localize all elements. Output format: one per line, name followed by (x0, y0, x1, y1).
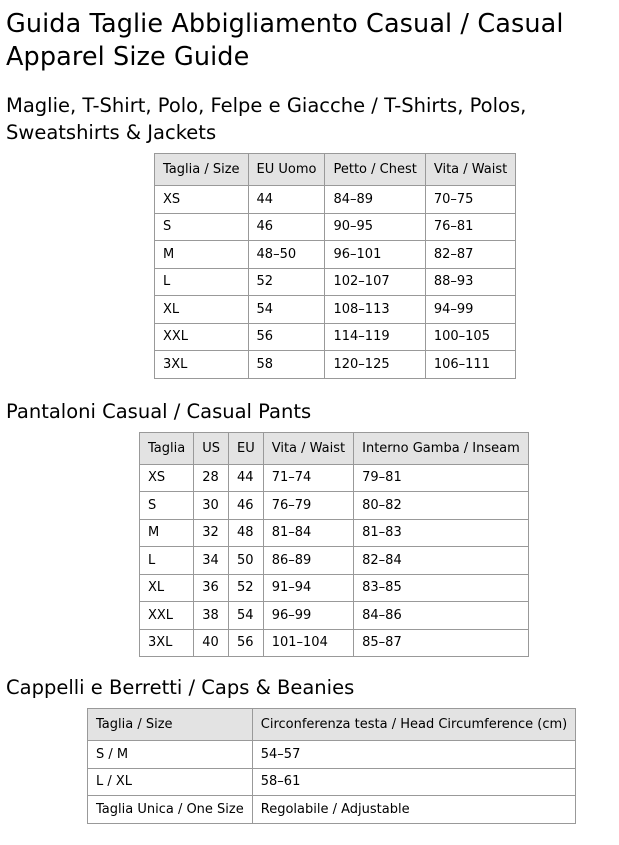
tops-size-table (154, 153, 516, 379)
table-cell: 80–82 (354, 492, 529, 520)
table-row (140, 519, 529, 547)
table-row (155, 241, 516, 269)
column-header: Vita / Waist (425, 154, 515, 186)
table-cell: XXL (155, 323, 249, 351)
table-cell: 82–87 (425, 241, 515, 269)
column-header: Circonferenza testa / Head Circumference (cm) (252, 709, 575, 741)
table-cell: 44 (248, 186, 325, 214)
table-cell: 46 (248, 213, 325, 241)
column-header: Interno Gamba / Inseam (354, 432, 529, 464)
table-cell: 34 (194, 547, 229, 575)
column-header: Taglia / Size (155, 154, 249, 186)
table-row (88, 796, 576, 824)
table-cell: M (155, 241, 249, 269)
table-cell: S (140, 492, 194, 520)
table-row (140, 464, 529, 492)
table-cell: 52 (228, 574, 263, 602)
column-header: Taglia / Size (88, 709, 253, 741)
table-cell: 114–119 (325, 323, 425, 351)
table-cell: 79–81 (354, 464, 529, 492)
table-row (155, 213, 516, 241)
table-cell: 36 (194, 574, 229, 602)
column-header: Petto / Chest (325, 154, 425, 186)
table-cell: 52 (248, 268, 325, 296)
table-cell: L / XL (88, 768, 253, 796)
column-header: EU Uomo (248, 154, 325, 186)
table-cell: 91–94 (263, 574, 353, 602)
column-header: Vita / Waist (263, 432, 353, 464)
section-heading-tops: Maglie, T-Shirt, Polo, Felpe e Giacche / T-Shirts, Polos, Sweatshirts & Jackets (6, 94, 527, 144)
table-cell: 81–84 (263, 519, 353, 547)
table-cell: Taglia Unica / One Size (88, 796, 253, 824)
table-cell: XXL (140, 602, 194, 630)
table-cell: 71–74 (263, 464, 353, 492)
table-row (140, 574, 529, 602)
table-cell: XL (140, 574, 194, 602)
table-cell: 83–85 (354, 574, 529, 602)
table-cell: 96–99 (263, 602, 353, 630)
table-cell: 76–79 (263, 492, 353, 520)
table-cell: 70–75 (425, 186, 515, 214)
tops-section (6, 92, 613, 379)
table-cell: 54–57 (252, 741, 575, 769)
table-cell: L (140, 547, 194, 575)
page-title: Guida Taglie Abbigliamento Casual / Casual Apparel Size Guide (6, 9, 564, 72)
table-cell: 90–95 (325, 213, 425, 241)
column-header: Taglia (140, 432, 194, 464)
table-row (155, 186, 516, 214)
table-row (155, 268, 516, 296)
table-cell: 84–86 (354, 602, 529, 630)
table-row (140, 492, 529, 520)
table-cell: 88–93 (425, 268, 515, 296)
table-cell: 44 (228, 464, 263, 492)
pants-size-table (139, 432, 529, 658)
table-cell: 50 (228, 547, 263, 575)
table-header-row (155, 154, 516, 186)
table-cell: 102–107 (325, 268, 425, 296)
table-cell: M (140, 519, 194, 547)
table-cell: 100–105 (425, 323, 515, 351)
table-row (140, 547, 529, 575)
table-cell: 94–99 (425, 296, 515, 324)
table-header-row (88, 709, 576, 741)
table-cell: 120–125 (325, 351, 425, 379)
table-cell: 3XL (155, 351, 249, 379)
table-row (155, 323, 516, 351)
table-cell: 106–111 (425, 351, 515, 379)
table-cell: XL (155, 296, 249, 324)
table-cell: 54 (228, 602, 263, 630)
table-cell: 30 (194, 492, 229, 520)
table-row (140, 629, 529, 657)
table-cell: 56 (228, 629, 263, 657)
table-cell: XS (155, 186, 249, 214)
table-cell: Regolabile / Adjustable (252, 796, 575, 824)
section-heading-pants: Pantaloni Casual / Casual Pants (6, 399, 312, 423)
section-heading-caps: Cappelli e Berretti / Caps & Beanies (6, 676, 355, 699)
table-cell: 58–61 (252, 768, 575, 796)
table-cell: 76–81 (425, 213, 515, 241)
table-row (155, 351, 516, 379)
table-cell: 54 (248, 296, 325, 324)
table-row (88, 741, 576, 769)
table-cell: XS (140, 464, 194, 492)
table-cell: 96–101 (325, 241, 425, 269)
table-cell: 32 (194, 519, 229, 547)
table-cell: 86–89 (263, 547, 353, 575)
table-row (88, 768, 576, 796)
table-cell: 82–84 (354, 547, 529, 575)
table-cell: 38 (194, 602, 229, 630)
caps-section (6, 674, 613, 824)
table-cell: 28 (194, 464, 229, 492)
column-header: EU (228, 432, 263, 464)
table-cell: S / M (88, 741, 253, 769)
table-cell: 40 (194, 629, 229, 657)
table-cell: 46 (228, 492, 263, 520)
table-cell: 101–104 (263, 629, 353, 657)
table-row (155, 296, 516, 324)
table-cell: L (155, 268, 249, 296)
table-cell: 58 (248, 351, 325, 379)
table-cell: 81–83 (354, 519, 529, 547)
table-cell: S (155, 213, 249, 241)
table-header-row (140, 432, 529, 464)
table-row (140, 602, 529, 630)
column-header: US (194, 432, 229, 464)
table-cell: 84–89 (325, 186, 425, 214)
table-cell: 56 (248, 323, 325, 351)
table-cell: 108–113 (325, 296, 425, 324)
table-cell: 48 (228, 519, 263, 547)
table-cell: 3XL (140, 629, 194, 657)
table-cell: 85–87 (354, 629, 529, 657)
caps-size-table (87, 708, 576, 824)
table-cell: 48–50 (248, 241, 325, 269)
pants-section (6, 398, 613, 658)
